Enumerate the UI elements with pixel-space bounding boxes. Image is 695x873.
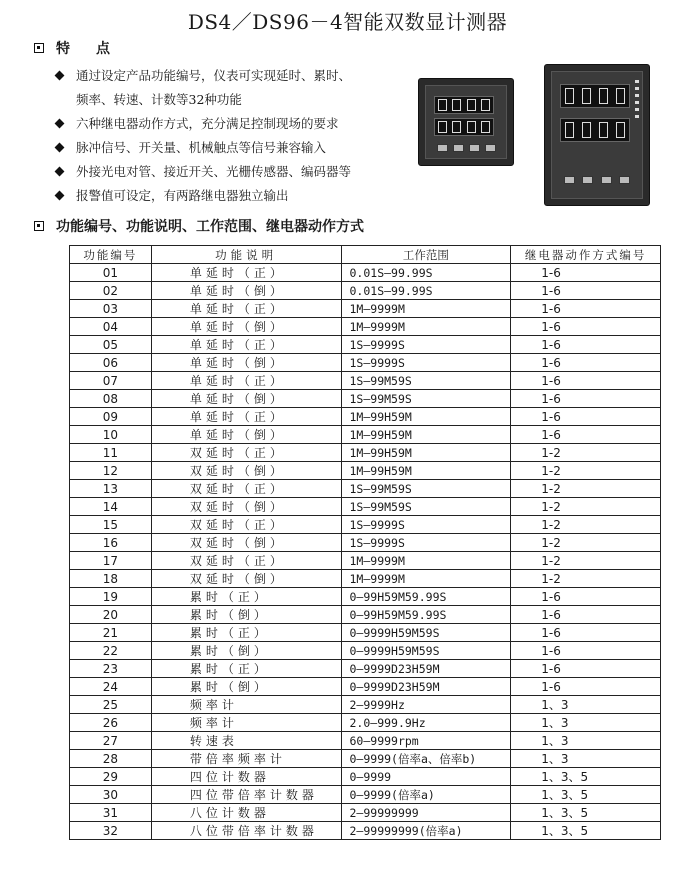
feature-text: 外接光电对管、接近开关、光栅传感器、编码器等: [76, 164, 352, 179]
cell-function-no: 11: [70, 444, 152, 462]
table-row: [70, 444, 661, 462]
table-row: [70, 786, 661, 804]
cell-function-desc: 累时（倒）: [151, 678, 341, 696]
features-heading: [34, 38, 136, 58]
table-row: [70, 606, 661, 624]
cell-relay-mode: 1-6: [511, 588, 661, 606]
table-row: [70, 300, 661, 318]
features-list: [54, 64, 404, 208]
table-row: [70, 624, 661, 642]
cell-function-no: 06: [70, 354, 152, 372]
cell-function-desc: 累时（倒）: [151, 606, 341, 624]
table-row: [70, 570, 661, 588]
cell-work-range: 1S—9999S: [341, 534, 511, 552]
cell-work-range: 1S—99M59S: [341, 480, 511, 498]
cell-function-desc: 四位带倍率计数器: [151, 786, 341, 804]
cell-function-desc: 单延时（倒）: [151, 390, 341, 408]
cell-function-desc: 单延时（倒）: [151, 282, 341, 300]
cell-function-desc: 双延时（倒）: [151, 462, 341, 480]
feature-text: 频率、转速、计数等32种功能: [76, 92, 242, 107]
cell-relay-mode: 1-2: [511, 570, 661, 588]
cell-function-no: 30: [70, 786, 152, 804]
cell-function-desc: 八位计数器: [151, 804, 341, 822]
cell-function-no: 09: [70, 408, 152, 426]
device-face: [425, 85, 507, 159]
cell-function-no: 32: [70, 822, 152, 840]
cell-work-range: 1S—9999S: [341, 516, 511, 534]
cell-function-no: 12: [70, 462, 152, 480]
cell-relay-mode: 1-6: [511, 372, 661, 390]
cell-relay-mode: 1-6: [511, 678, 661, 696]
cell-relay-mode: 1-2: [511, 480, 661, 498]
cell-function-desc: 双延时（正）: [151, 552, 341, 570]
cell-function-no: 08: [70, 390, 152, 408]
cell-function-desc: 单延时（正）: [151, 372, 341, 390]
header-work-range: 工作范围: [341, 246, 511, 264]
cell-relay-mode: 1-2: [511, 552, 661, 570]
cell-function-no: 27: [70, 732, 152, 750]
cell-relay-mode: 1-6: [511, 426, 661, 444]
cell-function-no: 18: [70, 570, 152, 588]
cell-work-range: 0—9999(倍率a、倍率b): [341, 750, 511, 768]
cell-work-range: 60—9999rpm: [341, 732, 511, 750]
feature-item-continuation: [54, 88, 404, 112]
cell-function-no: 01: [70, 264, 152, 282]
cell-function-desc: 累时（倒）: [151, 642, 341, 660]
cell-work-range: 0—9999: [341, 768, 511, 786]
cell-work-range: 1S—9999S: [341, 354, 511, 372]
cell-function-no: 23: [70, 660, 152, 678]
cell-work-range: 2—99999999(倍率a): [341, 822, 511, 840]
cell-function-no: 19: [70, 588, 152, 606]
cell-function-no: 21: [70, 624, 152, 642]
cell-relay-mode: 1-6: [511, 336, 661, 354]
table-heading-label: 功能编号、功能说明、工作范围、继电器动作方式: [56, 219, 364, 235]
table-row: [70, 480, 661, 498]
table-row: [70, 372, 661, 390]
cell-relay-mode: 1-6: [511, 300, 661, 318]
cell-work-range: 1S—9999S: [341, 336, 511, 354]
cell-work-range: 2—99999999: [341, 804, 511, 822]
cell-relay-mode: 1-2: [511, 498, 661, 516]
cell-function-desc: 单延时（正）: [151, 336, 341, 354]
table-heading: [34, 216, 364, 236]
table-row: [70, 642, 661, 660]
square-bullet-icon: [34, 221, 44, 231]
feature-item: [54, 160, 404, 184]
feature-text: 报警值可设定，有两路继电器独立输出: [76, 188, 289, 203]
cell-function-desc: 双延时（倒）: [151, 570, 341, 588]
indicator-leds: [635, 80, 639, 122]
table-row: [70, 732, 661, 750]
cell-relay-mode: 1-2: [511, 534, 661, 552]
cell-work-range: 2—9999Hz: [341, 696, 511, 714]
cell-relay-mode: 1-6: [511, 660, 661, 678]
cell-function-no: 04: [70, 318, 152, 336]
cell-work-range: 1S—99M59S: [341, 372, 511, 390]
table-row: [70, 264, 661, 282]
table-row: [70, 408, 661, 426]
cell-work-range: 1M—99H59M: [341, 426, 511, 444]
cell-relay-mode: 1-2: [511, 516, 661, 534]
cell-relay-mode: 1-6: [511, 390, 661, 408]
cell-work-range: 0—9999H59M59S: [341, 624, 511, 642]
cell-work-range: 1M—9999M: [341, 300, 511, 318]
cell-function-desc: 四位计数器: [151, 768, 341, 786]
cell-work-range: 0—9999(倍率a): [341, 786, 511, 804]
cell-function-no: 02: [70, 282, 152, 300]
cell-function-no: 24: [70, 678, 152, 696]
table-row: [70, 390, 661, 408]
table-row: [70, 318, 661, 336]
features-heading-label: 特点: [56, 41, 136, 57]
cell-work-range: 1M—9999M: [341, 318, 511, 336]
table-header-row: [70, 246, 661, 264]
table-row: [70, 822, 661, 840]
header-function-desc: 功能说明: [151, 246, 341, 264]
diamond-bullet-icon: [55, 71, 65, 81]
table-row: [70, 804, 661, 822]
cell-function-no: 15: [70, 516, 152, 534]
table-row: [70, 336, 661, 354]
cell-work-range: 1M—9999M: [341, 570, 511, 588]
cell-work-range: 0—99H59M59.99S: [341, 606, 511, 624]
cell-function-no: 28: [70, 750, 152, 768]
cell-work-range: 1M—99H59M: [341, 444, 511, 462]
cell-function-no: 10: [70, 426, 152, 444]
cell-relay-mode: 1-6: [511, 264, 661, 282]
cell-function-desc: 单延时（正）: [151, 264, 341, 282]
cell-work-range: 0—9999D23H59M: [341, 660, 511, 678]
feature-item: [54, 136, 404, 160]
table-row: [70, 516, 661, 534]
cell-relay-mode: 1-6: [511, 354, 661, 372]
cell-function-desc: 频率计: [151, 696, 341, 714]
cell-work-range: 1M—99H59M: [341, 408, 511, 426]
cell-work-range: 0.01S—99.99S: [341, 282, 511, 300]
cell-relay-mode: 1-6: [511, 318, 661, 336]
cell-function-no: 22: [70, 642, 152, 660]
device-buttons: [434, 144, 498, 152]
cell-work-range: 1S—99M59S: [341, 390, 511, 408]
table-row: [70, 750, 661, 768]
cell-function-desc: 频率计: [151, 714, 341, 732]
page-title: DS4／DS96－4智能双数显计测器: [187, 10, 508, 34]
cell-function-no: 03: [70, 300, 152, 318]
cell-work-range: 1M—99H59M: [341, 462, 511, 480]
cell-function-no: 14: [70, 498, 152, 516]
feature-item: [54, 64, 404, 88]
cell-work-range: 0—9999H59M59S: [341, 642, 511, 660]
table-row: [70, 282, 661, 300]
feature-item: [54, 112, 404, 136]
table-row: [70, 588, 661, 606]
cell-relay-mode: 1、3、5: [511, 768, 661, 786]
cell-function-no: 26: [70, 714, 152, 732]
table-row: [70, 660, 661, 678]
table-row: [70, 714, 661, 732]
feature-text: 脉冲信号、开关量、机械触点等信号兼容输入: [76, 140, 327, 155]
device-ds4-image: [418, 78, 514, 166]
cell-relay-mode: 1、3: [511, 714, 661, 732]
cell-function-desc: 单延时（正）: [151, 300, 341, 318]
cell-function-no: 07: [70, 372, 152, 390]
cell-work-range: 2.0—999.9Hz: [341, 714, 511, 732]
cell-function-no: 31: [70, 804, 152, 822]
cell-function-desc: 双延时（倒）: [151, 534, 341, 552]
cell-function-desc: 累时（正）: [151, 660, 341, 678]
cell-relay-mode: 1、3: [511, 732, 661, 750]
feature-text: 通过设定产品功能编号，仪表可实现延时、累时、: [76, 68, 352, 83]
cell-function-no: 17: [70, 552, 152, 570]
display-row-bottom: [560, 118, 630, 142]
cell-relay-mode: 1、3、5: [511, 822, 661, 840]
cell-relay-mode: 1-6: [511, 642, 661, 660]
cell-work-range: 0—99H59M59.99S: [341, 588, 511, 606]
feature-item: [54, 184, 404, 208]
cell-function-desc: 单延时（正）: [151, 408, 341, 426]
table-row: [70, 354, 661, 372]
display-row-bottom: [434, 118, 494, 136]
cell-relay-mode: 1、3、5: [511, 804, 661, 822]
cell-function-desc: 单延时（倒）: [151, 426, 341, 444]
cell-relay-mode: 1、3: [511, 750, 661, 768]
cell-function-desc: 转速表: [151, 732, 341, 750]
cell-function-desc: 双延时（倒）: [151, 498, 341, 516]
diamond-bullet-icon: [55, 191, 65, 201]
function-table: [69, 245, 661, 840]
table-row: [70, 768, 661, 786]
cell-relay-mode: 1-2: [511, 444, 661, 462]
cell-work-range: 1M—9999M: [341, 552, 511, 570]
cell-function-desc: 累时（正）: [151, 588, 341, 606]
diamond-bullet-icon: [55, 143, 65, 153]
cell-function-desc: 八位带倍率计数器: [151, 822, 341, 840]
cell-work-range: 1S—99M59S: [341, 498, 511, 516]
cell-function-desc: 双延时（正）: [151, 444, 341, 462]
cell-relay-mode: 1-6: [511, 408, 661, 426]
cell-function-desc: 双延时（正）: [151, 480, 341, 498]
table-row: [70, 426, 661, 444]
feature-text: 六种继电器动作方式，充分满足控制现场的要求: [76, 116, 339, 131]
cell-function-desc: 单延时（倒）: [151, 318, 341, 336]
display-row-top: [434, 96, 494, 114]
cell-relay-mode: 1-6: [511, 606, 661, 624]
cell-function-no: 05: [70, 336, 152, 354]
table-row: [70, 462, 661, 480]
cell-relay-mode: 1、3、5: [511, 786, 661, 804]
table-row: [70, 498, 661, 516]
cell-relay-mode: 1-6: [511, 282, 661, 300]
cell-function-desc: 单延时（倒）: [151, 354, 341, 372]
cell-function-no: 20: [70, 606, 152, 624]
cell-function-desc: 双延时（正）: [151, 516, 341, 534]
cell-function-no: 25: [70, 696, 152, 714]
square-bullet-icon: [34, 43, 44, 53]
device-face: [551, 71, 643, 199]
table-row: [70, 534, 661, 552]
header-function-no: 功能编号: [70, 246, 152, 264]
device-buttons: [560, 176, 634, 184]
cell-relay-mode: 1-2: [511, 462, 661, 480]
cell-function-no: 29: [70, 768, 152, 786]
table-row: [70, 552, 661, 570]
cell-work-range: 0—9999D23H59M: [341, 678, 511, 696]
device-ds96-image: [544, 64, 650, 206]
table-row: [70, 696, 661, 714]
cell-function-desc: 累时（正）: [151, 624, 341, 642]
diamond-bullet-icon: [55, 119, 65, 129]
display-row-top: [560, 84, 630, 108]
cell-function-no: 13: [70, 480, 152, 498]
cell-work-range: 0.01S—99.99S: [341, 264, 511, 282]
cell-relay-mode: 1-6: [511, 624, 661, 642]
cell-function-desc: 带倍率频率计: [151, 750, 341, 768]
header-relay-mode: 继电器动作方式编号: [511, 246, 661, 264]
cell-function-no: 16: [70, 534, 152, 552]
table-row: [70, 678, 661, 696]
diamond-bullet-icon: [55, 167, 65, 177]
cell-relay-mode: 1、3: [511, 696, 661, 714]
